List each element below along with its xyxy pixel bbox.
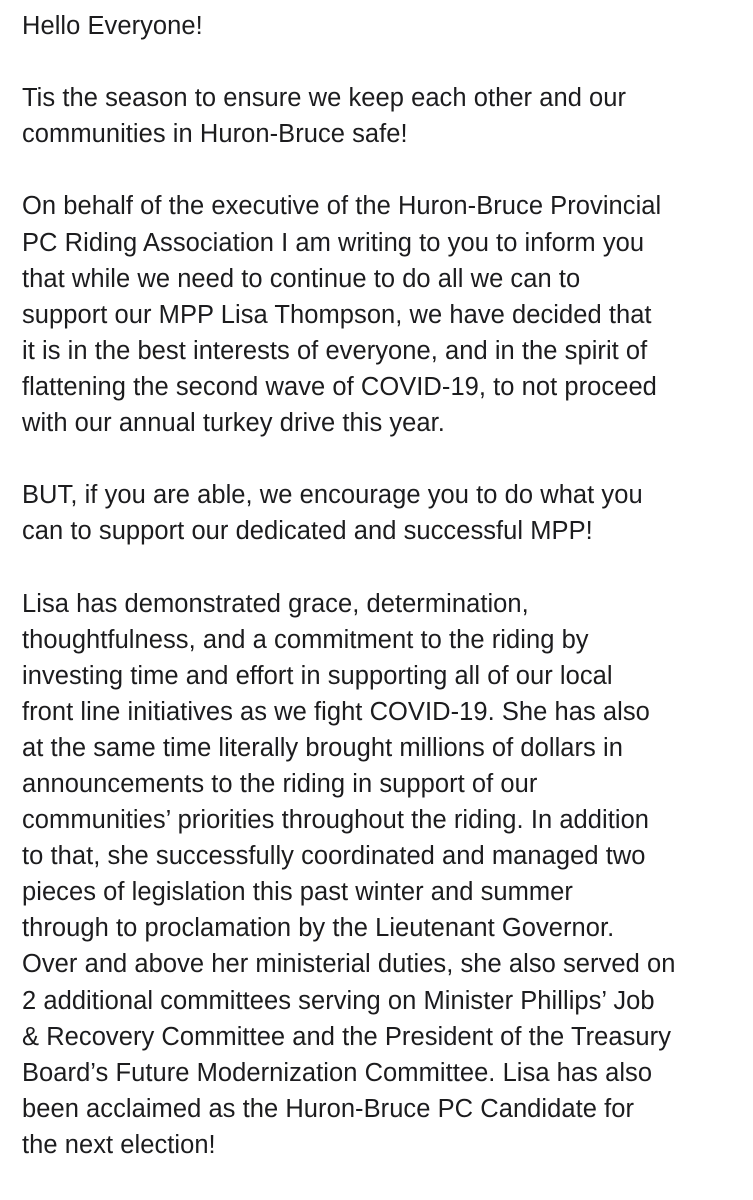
paragraph-line: & Recovery Committee and the President of the Treasury	[22, 1022, 672, 1051]
paragraph-line: 2 additional committees serving on Minister Phillips’ Job	[22, 986, 655, 1015]
paragraph-safety	[22, 80, 747, 152]
paragraph-line: communities’ priorities throughout the riding. In addition	[22, 806, 650, 835]
paragraph-line: Lisa has demonstrated grace, determination,	[22, 589, 529, 618]
paragraph-line: announcements to the riding in support of our	[22, 769, 538, 798]
paragraph-line: to that, she successfully coordinated and managed two	[22, 842, 646, 871]
paragraph-line: been acclaimed as the Huron-Bruce PC Candidate for	[22, 1094, 634, 1123]
paragraph-line: it is in the best interests of everyone, and in the spirit of	[22, 336, 648, 365]
paragraph-line: BUT, if you are able, we encourage you to do what you	[22, 481, 643, 510]
paragraph-line: can to support our dedicated and successful MPP!	[22, 517, 593, 546]
paragraph-gap	[22, 441, 747, 477]
paragraph-line: investing time and effort in supporting all of our local	[22, 661, 613, 690]
paragraph-line: thoughtfulness, and a commitment to the riding by	[22, 625, 589, 654]
greeting-line: Hello Everyone!	[22, 12, 203, 40]
paragraph-line: front line initiatives as we fight COVID-19. She has also	[22, 697, 650, 726]
paragraph-line: pieces of legislation this past winter and summer	[22, 878, 573, 907]
paragraph-line: flattening the second wave of COVID-19, to not proceed	[22, 372, 657, 401]
paragraph-announcement	[22, 188, 747, 441]
paragraph-gap	[22, 44, 747, 80]
paragraph-gap	[22, 549, 747, 585]
paragraph-line: PC Riding Association I am writing to you to inform you	[22, 228, 645, 257]
paragraph-line: Over and above her ministerial duties, she also served on	[22, 950, 676, 979]
paragraph-line: Tis the season to ensure we keep each other and our	[22, 84, 627, 113]
paragraph-gap	[22, 152, 747, 188]
paragraph-line: that while we need to continue to do all we can to	[22, 264, 581, 293]
paragraph-line: On behalf of the executive of the Huron-Bruce Provincial	[22, 192, 662, 221]
paragraph-accomplishments	[22, 586, 747, 1164]
paragraph-line: with our annual turkey drive this year.	[22, 409, 445, 438]
letter-document	[22, 8, 747, 1163]
paragraph-line: the next election!	[22, 1130, 216, 1159]
paragraph-support	[22, 477, 747, 549]
paragraph-line: Board’s Future Modernization Committee. Lisa has also	[22, 1058, 653, 1087]
paragraph-line: at the same time literally brought millions of dollars in	[22, 733, 623, 762]
paragraph-line: through to proclamation by the Lieutenant Governor.	[22, 914, 615, 943]
paragraph-line: support our MPP Lisa Thompson, we have decided that	[22, 300, 652, 329]
paragraph-line: communities in Huron-Bruce safe!	[22, 120, 408, 149]
